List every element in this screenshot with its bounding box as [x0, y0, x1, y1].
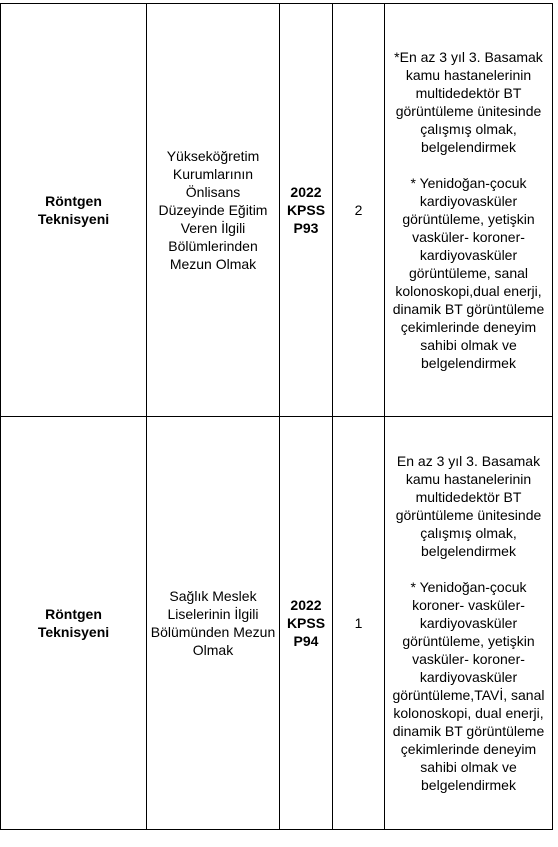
count-cell: 1	[333, 417, 385, 830]
position-cell: Röntgen Teknisyeni	[1, 417, 147, 830]
count-cell: 2	[333, 4, 385, 417]
kpss-code-cell: 2022 KPSS P94	[280, 417, 333, 830]
education-cell: Yükseköğretim Kurumlarının Önlisans Düzeyinde Eğitim Veren İlgili Bölümlerinden Mezun Olmak	[147, 4, 280, 417]
position-cell: Röntgen Teknisyeni	[1, 4, 147, 417]
kpss-code-cell: 2022 KPSS P93	[280, 4, 333, 417]
table-row	[1, 4, 553, 417]
education-cell: Sağlık Meslek Liselerinin İlgili Bölümünden Mezun Olmak	[147, 417, 280, 830]
job-requirements-table	[0, 3, 553, 830]
table-row	[1, 417, 553, 830]
requirements-cell: *En az 3 yıl 3. Basamak kamu hastanelerinin multidedektör BT görüntüleme ünitesinde çalışmış olmak, belgelendirmek * Yenidoğan-çocuk kardiyovasküler görüntüleme, yetişkin vasküler- koroner- kardiyovasküler görüntüleme, sanal kolonoskopi,dual enerji, dinamik BT görüntüleme çekimlerinde deneyim sahibi olmak ve belgelendirmek	[385, 4, 553, 417]
requirements-cell: En az 3 yıl 3. Basamak kamu hastanelerinin multidedektör BT görüntüleme ünitesinde çalışmış olmak, belgelendirmek * Yenidoğan-çocuk koroner- vasküler- kardiyovasküler görüntüleme, yetişkin vasküler- koroner- kardiyovasküler görüntüleme,TAVİ, sanal kolonoskopi, dual enerji, dinamik BT görüntüleme çekimlerinde deneyim sahibi olmak ve belgelendirmek	[385, 417, 553, 830]
